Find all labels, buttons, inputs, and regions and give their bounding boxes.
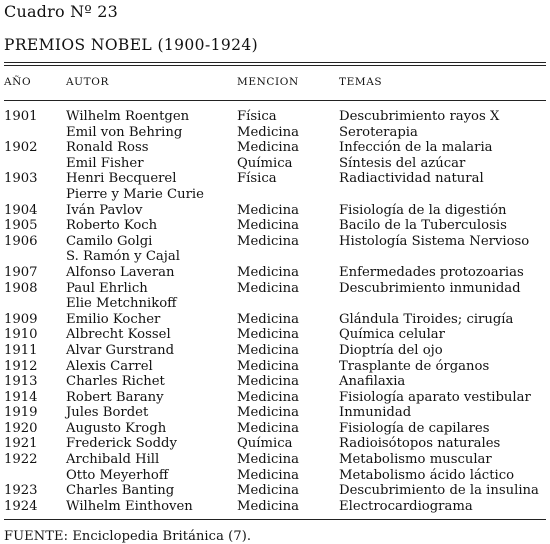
cell-author: Robert Barany (66, 389, 164, 405)
cell-mention: Medicina (237, 233, 299, 249)
cell-topic: Enfermedades protozoarias (339, 264, 524, 280)
top-rule-1 (4, 62, 546, 63)
cell-mention: Medicina (237, 483, 299, 499)
table-header (4, 70, 546, 92)
cell-mention: Medicina (237, 202, 299, 218)
cell-topic: Química celular (339, 327, 445, 343)
cell-mention: Medicina (237, 389, 299, 405)
cell-author: Ronald Ross (66, 140, 149, 156)
table-row (4, 171, 546, 187)
cell-topic: Electrocardiograma (339, 498, 473, 514)
cell-year: 1922 (4, 452, 38, 468)
cell-author: Alfonso Laveran (66, 264, 175, 280)
cell-year: 1924 (4, 498, 38, 514)
table-row (4, 140, 546, 156)
cell-topic: Glándula Tiroides; cirugía (339, 311, 514, 327)
document-page (4, 2, 546, 544)
header-author: AUTOR (66, 76, 109, 88)
table-row (4, 218, 546, 234)
cell-year: 1913 (4, 374, 38, 390)
cell-mention: Medicina (237, 280, 299, 296)
cell-author: Alvar Gurstrand (66, 342, 175, 358)
table-row (4, 452, 546, 468)
cell-author: Camilo Golgi (66, 233, 153, 249)
table-row (4, 499, 546, 515)
cell-year: 1907 (4, 264, 38, 280)
cell-mention: Medicina (237, 420, 299, 436)
cell-topic: Metabolismo muscular (339, 452, 492, 468)
cell-mention: Química (237, 436, 293, 452)
table-row (4, 234, 546, 250)
cell-author: Albrecht Kossel (66, 327, 171, 343)
cell-year: 1903 (4, 171, 38, 187)
table-row (4, 421, 546, 437)
cell-author: Frederick Soddy (66, 436, 177, 452)
header-year: AÑO (4, 76, 32, 88)
cell-author: Alexis Carrel (66, 358, 153, 374)
table-row (4, 374, 546, 390)
bottom-rule (4, 519, 546, 520)
cell-author: Emil Fisher (66, 155, 144, 171)
cell-topic: Descubrimiento inmunidad (339, 280, 521, 296)
cell-mention: Física (237, 171, 277, 187)
table-row (4, 249, 546, 265)
table-row (4, 156, 546, 172)
cell-year: 1902 (4, 140, 38, 156)
table-row (4, 327, 546, 343)
cell-topic: Radiactividad natural (339, 171, 484, 187)
cell-topic: Fisiología de capilares (339, 420, 490, 436)
cell-author: Wilhelm Einthoven (66, 498, 193, 514)
table-row (4, 187, 546, 203)
cell-year: 1912 (4, 358, 38, 374)
cell-topic: Metabolismo ácido láctico (339, 467, 515, 483)
cell-year: 1921 (4, 436, 38, 452)
cell-author: Augusto Krogh (66, 420, 167, 436)
cell-year: 1911 (4, 342, 38, 358)
cell-author: Henri Becquerel (66, 171, 177, 187)
cell-author: Charles Richet (66, 374, 165, 390)
cell-author: Roberto Koch (66, 218, 158, 234)
table-row (4, 359, 546, 375)
table-row (4, 312, 546, 328)
header-mention: MENCION (237, 76, 299, 88)
table-row (4, 468, 546, 484)
cell-topic: Infección de la malaria (339, 140, 493, 156)
cell-mention: Medicina (237, 140, 299, 156)
cell-topic: Inmunidad (339, 405, 412, 421)
cell-mention: Medicina (237, 498, 299, 514)
cell-mention: Medicina (237, 374, 299, 390)
cell-topic: Descubrimiento de la insulina (339, 483, 539, 499)
table-row (4, 281, 546, 297)
cell-year: 1920 (4, 420, 38, 436)
cell-topic: Síntesis del azúcar (339, 155, 466, 171)
cell-topic: Anafilaxia (339, 374, 406, 390)
cell-mention: Medicina (237, 327, 299, 343)
table-row (4, 343, 546, 359)
cell-author: Iván Pavlov (66, 202, 143, 218)
cell-author: Emil von Behring (66, 124, 183, 140)
cell-mention: Medicina (237, 452, 299, 468)
cell-topic: Bacilo de la Tuberculosis (339, 218, 507, 234)
cell-topic: Dioptría del ojo (339, 342, 443, 358)
cell-mention: Química (237, 155, 293, 171)
cell-topic: Histología Sistema Nervioso (339, 233, 530, 249)
cell-topic: Fisiología aparato vestibular (339, 389, 531, 405)
cell-author: S. Ramón y Cajal (66, 249, 180, 265)
header-topic: TEMAS (339, 76, 383, 88)
table-row (4, 109, 546, 125)
cell-year: 1909 (4, 311, 38, 327)
cell-topic: Trasplante de órganos (339, 358, 490, 374)
cell-year: 1906 (4, 233, 38, 249)
table-row (4, 265, 546, 281)
table-row (4, 405, 546, 421)
source-note: FUENTE: Enciclopedia Británica (7). (4, 529, 252, 544)
table-label: Cuadro Nº 23 (4, 2, 119, 21)
cell-author: Otto Meyerhoff (66, 467, 169, 483)
cell-author: Jules Bordet (66, 405, 149, 421)
table-body (4, 109, 546, 514)
cell-year: 1904 (4, 202, 38, 218)
cell-author: Emilio Kocher (66, 311, 161, 327)
table-row (4, 296, 546, 312)
cell-year: 1905 (4, 218, 38, 234)
cell-mention: Física (237, 109, 277, 124)
cell-mention: Medicina (237, 405, 299, 421)
cell-year: 1901 (4, 109, 38, 124)
table-title: PREMIOS NOBEL (1900-1924) (4, 36, 259, 54)
table-row (4, 125, 546, 141)
cell-author: Pierre y Marie Curie (66, 186, 204, 202)
cell-author: Archibald Hill (66, 452, 160, 468)
cell-year: 1919 (4, 405, 38, 421)
cell-mention: Medicina (237, 124, 299, 140)
table-row (4, 483, 546, 499)
cell-year: 1910 (4, 327, 38, 343)
cell-topic: Fisiología de la digestión (339, 202, 507, 218)
cell-year: 1908 (4, 280, 38, 296)
table-row (4, 436, 546, 452)
table-row (4, 203, 546, 219)
cell-mention: Medicina (237, 358, 299, 374)
cell-topic: Seroterapia (339, 124, 418, 140)
cell-topic: Radioisótopos naturales (339, 436, 501, 452)
cell-author: Paul Ehrlich (66, 280, 148, 296)
cell-year: 1914 (4, 389, 38, 405)
cell-mention: Medicina (237, 311, 299, 327)
cell-year: 1923 (4, 483, 38, 499)
cell-author: Wilhelm Roentgen (66, 109, 190, 124)
cell-author: Charles Banting (66, 483, 175, 499)
cell-mention: Medicina (237, 264, 299, 280)
cell-mention: Medicina (237, 342, 299, 358)
cell-author: Elie Metchnikoff (66, 296, 177, 312)
cell-mention: Medicina (237, 218, 299, 234)
table-row (4, 390, 546, 406)
cell-topic: Descubrimiento rayos X (339, 109, 500, 124)
top-rule-2 (4, 65, 546, 66)
cell-mention: Medicina (237, 467, 299, 483)
header-rule (4, 100, 546, 101)
